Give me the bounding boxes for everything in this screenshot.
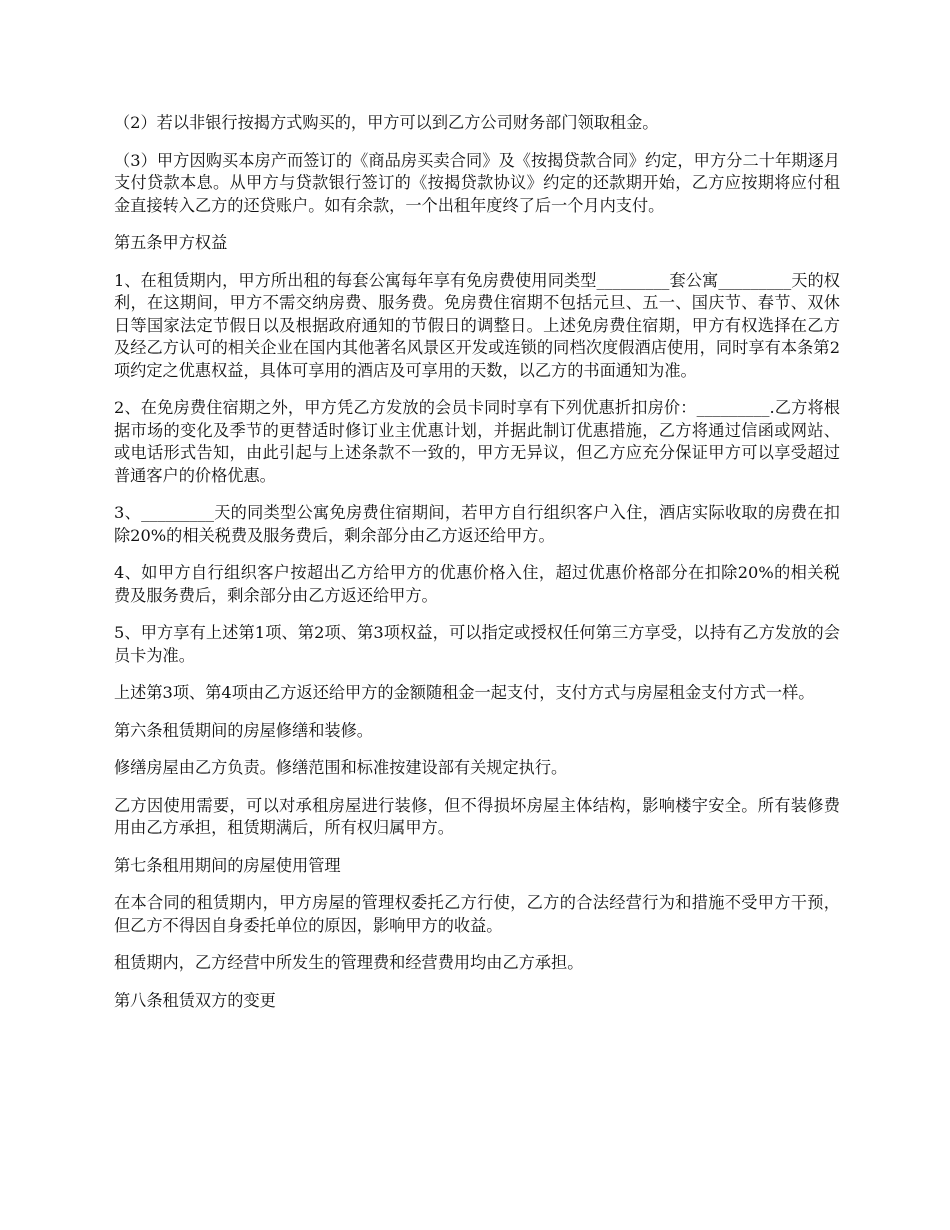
article-5-item-3: 3、_________天的同类型公寓免房费住宿期间，若甲方自行组织客户入住，酒店实际收取的房费在扣除20%的相关税费及服务费后，剩余部分由乙方返还给甲方。	[114, 503, 840, 545]
document-body	[114, 112, 840, 1027]
article-7-fees: 租赁期内，乙方经营中所发生的管理费和经营费用均由乙方承担。	[114, 953, 584, 972]
article-7-heading: 第七条租用期间的房屋使用管理	[114, 855, 341, 875]
article-6-heading: 第六条租赁期间的房屋修缮和装修。	[114, 720, 373, 740]
article-5-heading: 第五条甲方权益	[114, 233, 228, 252]
paragraph-non-bank-rent: （2）若以非银行按揭方式购买的，甲方可以到乙方公司财务部门领取租金。	[114, 113, 659, 132]
article-5-item-4: 4、如甲方自行组织客户按超出乙方给甲方的优惠价格入住，超过优惠价格部分在扣除20%的相关税费及服务费后，剩余部分由乙方返还给甲方。	[114, 563, 840, 605]
article-5-item-2: 2、在免房费住宿期之外，甲方凭乙方发放的会员卡同时享有下列优惠折扣房价：_________.乙方将根据市场的变化及季节的更替适时修订业主优惠计划，并据此制订优惠措施，乙方将通过信函或网站、或电话形式告知，由此引起与上述条款不一致的，甲方无异议，但乙方应充分保证甲方可以享受超过普通客户的价格优惠。	[114, 398, 840, 485]
article-7-management: 在本合同的租赁期内，甲方房屋的管理权委托乙方行使，乙方的合法经营行为和措施不受甲方干预，但乙方不得因自身委托单位的原因，影响甲方的收益。	[114, 893, 840, 935]
article-8-heading: 第八条租赁双方的变更	[114, 990, 276, 1010]
article-5-payment-note: 上述第3项、第4项由乙方返还给甲方的金额随租金一起支付，支付方式与房屋租金支付方式一样。	[114, 683, 815, 702]
paragraph-mortgage-repayment: （3）甲方因购买本房产而签订的《商品房买卖合同》及《按揭贷款合同》约定，甲方分二十年期逐月支付贷款本息。从甲方与贷款银行签订的《按揭贷款协议》约定的还款期开始，乙方应按期将应付租金直接转入乙方的还贷账户。如有余款，一个出租年度终了后一个月内支付。	[114, 150, 840, 215]
article-6-repair: 修缮房屋由乙方负责。修缮范围和标准按建设部有关规定执行。	[114, 758, 568, 777]
article-5-item-1: 1、在租赁期内，甲方所出租的每套公寓每年享有免房费使用同类型_________套公寓_________天的权利，在这期间，甲方不需交纳房费、服务费。免房费住宿期不包括元旦、五一、国庆节、春节、双休日等国家法定节假日以及根据政府通知的节假日的调整日。上述免房费住宿期，甲方有权选择在乙方及经乙方认可的相关企业在国内其他著名风景区开发或连锁的同档次度假酒店使用，同时享有本条第2项约定之优惠权益，具体可享用的酒店及可享用的天数，以乙方的书面通知为准。	[114, 270, 840, 380]
article-5-item-5: 5、甲方享有上述第1项、第2项、第3项权益，可以指定或授权任何第三方享受，以持有乙方发放的会员卡为准。	[114, 623, 840, 665]
article-6-renovation: 乙方因使用需要，可以对承租房屋进行装修，但不得损坏房屋主体结构，影响楼宇安全。所有装修费用由乙方承担，租赁期满后，所有权归属甲方。	[114, 795, 840, 837]
